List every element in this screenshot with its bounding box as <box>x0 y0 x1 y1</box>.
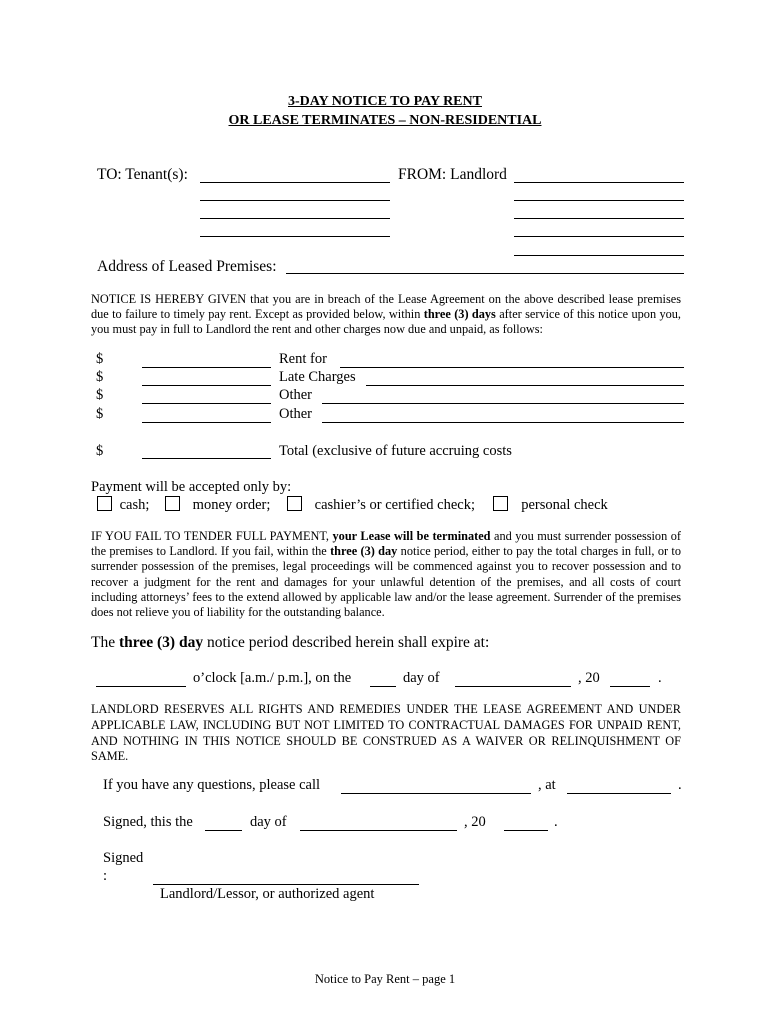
other2-label: Other <box>279 406 313 422</box>
signed-year-prefix: , 20 <box>464 814 486 830</box>
expire-month-field[interactable] <box>455 686 571 687</box>
tenant-name-field-1[interactable] <box>200 182 390 183</box>
dollar-sign: $ <box>96 387 104 403</box>
payment-options <box>97 496 608 514</box>
address-field[interactable] <box>286 273 684 274</box>
expire-day-field[interactable] <box>370 686 396 687</box>
expire-year-field[interactable] <box>610 686 650 687</box>
landlord-name-field-5[interactable] <box>514 255 684 256</box>
to-tenant-label: TO: Tenant(s): <box>97 166 188 183</box>
contact-name-field[interactable] <box>341 793 531 794</box>
signed-colon: : <box>103 868 108 884</box>
personal-check-option-label: personal check <box>521 497 608 513</box>
expire-day-of-label: day of <box>403 670 440 686</box>
landlord-name-field-1[interactable] <box>514 182 684 183</box>
rent-amount-field[interactable] <box>142 367 271 368</box>
from-landlord-label: FROM: Landlord <box>398 166 507 183</box>
cash-checkbox[interactable] <box>97 496 112 511</box>
landlord-name-field-2[interactable] <box>514 200 684 201</box>
signed-year-field[interactable] <box>504 830 548 831</box>
title-line-2: OR LEASE TERMINATES – NON-RESIDENTIAL <box>228 113 542 128</box>
other1-desc-field[interactable] <box>322 403 684 404</box>
tenant-name-field-3[interactable] <box>200 218 390 219</box>
signature-role-label: Landlord/Lessor, or authorized agent <box>160 886 375 902</box>
signed-this-label: Signed, this the <box>103 814 193 830</box>
signature-field[interactable] <box>153 884 419 885</box>
dollar-sign: $ <box>96 369 104 385</box>
late-charges-amount-field[interactable] <box>142 385 271 386</box>
failure-paragraph: IF YOU FAIL TO TENDER FULL PAYMENT, your Lease will be terminated and you must surrender possession of the premises to Landlord. If you fail, within the three (3) day notice period, either to pay the total charges in full, or to surrender possession of the premises, legal proceedings will be commenced against you to recover possession and to recover a judgment for the rent and damages for your unlawful detention of the premises, and all costs of court including attorneys’ fees to the extend allowed by applicable law and/or the lease agreement. Surrender of the premises does not relieve you of liability for the outstanding balance. <box>91 529 682 620</box>
tenant-name-field-4[interactable] <box>200 236 390 237</box>
other1-amount-field[interactable] <box>142 403 271 404</box>
other2-desc-field[interactable] <box>322 422 684 423</box>
title-line-1: 3-DAY NOTICE TO PAY RENT <box>288 94 482 109</box>
expire-period: . <box>658 670 662 686</box>
cashiers-check-checkbox[interactable] <box>287 496 302 511</box>
signed-day-of-label: day of <box>250 814 287 830</box>
tenant-name-field-2[interactable] <box>200 200 390 201</box>
dollar-sign: $ <box>96 351 104 367</box>
cashiers-check-option-label: cashier’s or certified check; <box>314 497 475 513</box>
hour-field[interactable] <box>96 686 186 687</box>
rent-for-period-field[interactable] <box>340 367 684 368</box>
cash-option-label: cash; <box>119 497 150 513</box>
contact-phone-field[interactable] <box>567 793 671 794</box>
questions-at-label: , at <box>538 777 556 793</box>
other2-amount-field[interactable] <box>142 422 271 423</box>
late-charges-label: Late Charges <box>279 369 356 385</box>
signed-label: Signed <box>103 850 144 866</box>
expire-year-prefix: , 20 <box>578 670 600 686</box>
payment-label: Payment will be accepted only by: <box>91 479 292 495</box>
questions-period: . <box>678 777 682 793</box>
oclock-label: o’clock [a.m./ p.m.], on the <box>193 670 352 686</box>
money-order-option-label: money order; <box>192 497 271 513</box>
late-charges-desc-field[interactable] <box>366 385 684 386</box>
signed-day-field[interactable] <box>205 830 242 831</box>
questions-label: If you have any questions, please call <box>103 777 321 793</box>
total-label: Total (exclusive of future accruing costs <box>279 443 512 459</box>
rent-for-label: Rent for <box>279 351 327 367</box>
landlord-name-field-4[interactable] <box>514 236 684 237</box>
other1-label: Other <box>279 387 313 403</box>
page-footer: Notice to Pay Rent – page 1 <box>314 972 456 986</box>
expire-statement: The three (3) day notice period described herein shall expire at: <box>91 634 490 651</box>
reserves-paragraph: LANDLORD RESERVES ALL RIGHTS AND REMEDIES UNDER THE LEASE AGREEMENT AND UNDER APPLICABLE LAW, INCLUDING BUT NOT LIMITED TO CONTRACTUAL DAMAGES FOR UNPAID RENT, AND NOTHING IN THIS NOTICE SHOULD BE CONSTRUED AS A WAIVER OR RELINQUISHMENT OF SAME. <box>91 702 681 764</box>
signed-month-field[interactable] <box>300 830 457 831</box>
signed-period: . <box>554 814 558 830</box>
dollar-sign: $ <box>96 406 104 422</box>
total-dollar-sign: $ <box>96 443 104 459</box>
notice-paragraph: NOTICE IS HEREBY GIVEN that you are in breach of the Lease Agreement on the above described lease premises due to failure to timely pay rent. Except as provided below, within three (3) days after service of this notice upon you, you must pay in full to Landlord the rent and other charges now due and unpaid, as follows: <box>91 292 681 337</box>
money-order-checkbox[interactable] <box>165 496 180 511</box>
address-label: Address of Leased Premises: <box>97 258 277 275</box>
landlord-name-field-3[interactable] <box>514 218 684 219</box>
total-amount-field[interactable] <box>142 458 271 459</box>
personal-check-checkbox[interactable] <box>493 496 508 511</box>
